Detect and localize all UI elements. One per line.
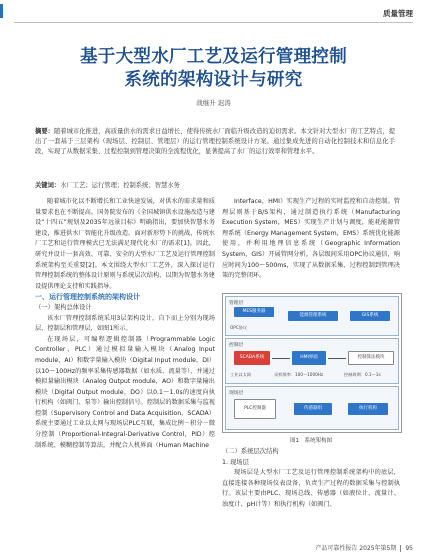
page-header — [0, 0, 427, 40]
journal-name: 产品可靠性报告 2025年第5期 — [315, 545, 397, 552]
footer-separator — [400, 545, 401, 552]
scada-system-box: SCADA系统 — [234, 351, 270, 365]
article-title — [0, 46, 427, 92]
section-heading: 一、运行管理控制系统的架构设计 — [35, 293, 140, 302]
paragraph: 该水厂管理控制系统采用3层架构设计，自下而上分别为现场层、控制层和管理层，如图1所示。 — [35, 314, 215, 333]
field-layer — [225, 386, 399, 430]
subsection-heading: （二）系统层次结构 — [222, 448, 279, 455]
abstract-text: 随着城市化推进，高质量供水的需求日益增长，使得传统水厂面临升级改造的迫切需求。本文针对大型水厂的工艺特点，提出了一套基于三层架构（现场层、控制层、管理层）的运行管理控制系统设计方案。通过集成先进的自动化控制技术和信息化手段，实现了从数据采集、过程控制到管理决策的全流程优化，显著提高了水厂的运行效率和管理水平。 — [35, 128, 396, 156]
energy-system-box: 能源管理系统 — [288, 311, 338, 321]
subsection-heading: （一）架构总体设计 — [35, 303, 92, 311]
abstract — [35, 127, 395, 158]
authors: 战继升 迟涛 — [196, 99, 231, 107]
sensor-group-box: 传感器组 — [294, 403, 332, 415]
section-tag: 质量管理 — [383, 9, 413, 18]
paragraph: 在现场层，可编程逻辑控制器（Programmable Logic Controller，PLC）通过模拟量输入模块（Analog Input module，AI）和数字量输入模块（Digital Input module，DI）以10～100Hz的频率采集传感器数据（如水质、流量等），并通过模拟量输出模块（Analog Output module，AO）和数字量输出模块（Digital Output module，DO）以0.1～1.0s的速度向执行机构（如阀门、泵等）输出控制信号。控制层的数据采集与监视控制（Supervisory Control and Data Acquisition，SCADA）系统主要通过工业以太网与现场层PLC互联，集成比例－积分－微分控制（Proportional-Integral-Derivative Control，PID）控制系统、模糊控制等算法，并配合人机界面（Human Machine — [35, 335, 215, 449]
title-line-1: 基于大型水厂工艺及运行管理控制 — [80, 47, 347, 67]
mes-server-box: MES服务器 — [234, 307, 274, 317]
connector-arrow — [328, 358, 346, 359]
keywords-label: 关键词： — [35, 182, 61, 189]
control-layer-label: 控制层 — [229, 343, 244, 348]
right-column-top — [222, 197, 400, 282]
control-algorithm-box: 控制算法模块 — [348, 351, 394, 365]
industrial-ethernet-label: 工业以太网 — [230, 372, 251, 377]
gis-system-box: GIS系统 — [350, 311, 390, 321]
paragraph: Interface，HMI）实现生产过程的实时监控和自动控制。管理层则基于B/S架构，通过制造执行系统（Manufacturing Execution System，MES）实现生产计划与调度，能耗能源管理系统（Energy Management System，EMS）系统优化能源使用，并利用地理信息系统（Geographic Information System，GIS）开展管网分析。各层级间采用OPC协议通信，响应时间为100～500ms，实现了从数据采集、过程控制到管理决策的完整闭环。 — [222, 198, 400, 280]
keywords — [35, 180, 395, 189]
abstract-label: 摘要： — [35, 128, 54, 135]
hmi-box: HMI界面 — [292, 351, 326, 365]
control-cycle-label: 控制周期：0.1～1s — [344, 372, 381, 377]
paragraph: 现场层是大型水厂工艺及运行管理控制系统架构中的底层，直接连接各种现场仪表设备，负责生产过程的数据采集与控制执行。该层主要由PLC、现场总线、传感器（如液位计、流量计、浊度计、pH计等）和执行机构（如阀门、 — [222, 469, 400, 508]
system-architecture-diagram — [222, 293, 402, 433]
sampling-frequency-label: 采样频率：100～1000Hz — [274, 372, 324, 377]
management-layer — [225, 296, 399, 336]
page-number: 95 — [405, 545, 413, 552]
header-rule — [14, 22, 413, 23]
figure-caption: 图1 系统架构图 — [290, 438, 332, 444]
control-layer — [225, 338, 399, 384]
intro-paragraph: 随着城市化以不断增长和工业快速发展，对供水的需求量和质量要求也在不断提高。国务院发布的《全国城镇供水设施改造与建设“十四五”规划及2035年远景目标》明确指出，要加快智慧水务建设，推进供水厂智能化升级改造。面对新形势下的挑战，传统水厂工艺和运行管理模式已无法满足现代化水厂的需求[1]。因此，研究并设计一套高效、可靠、安全的大型水厂工艺及运行管理控制系统架构至关重要[2]。本文围绕大型水厂工艺外，深入探讨运行管理控制系统的整体设计原则与系统层次结构，以期为智慧水务建设提供理论支持和实践指导。 — [35, 198, 215, 290]
title-line-2: 系统的架构设计与研究 — [124, 70, 303, 90]
keywords-text: 水厂工艺；运行管理；控制系统；智慧水务 — [60, 182, 180, 189]
opc-protocol-label: OPC协议 — [230, 325, 248, 330]
connector-arrow — [272, 358, 290, 359]
field-layer-label: 现场层 — [229, 391, 244, 396]
right-column-bottom — [222, 447, 400, 511]
sub-subsection-heading: 1. 现场层 — [222, 458, 249, 466]
header-accent-stripe — [0, 4, 3, 18]
left-column — [35, 197, 215, 451]
page-footer — [315, 543, 413, 552]
plc-controller-box: PLC控制器 — [234, 399, 276, 419]
actuator-box: 执行机构 — [348, 403, 388, 415]
management-layer-label: 管理层 — [229, 301, 244, 306]
